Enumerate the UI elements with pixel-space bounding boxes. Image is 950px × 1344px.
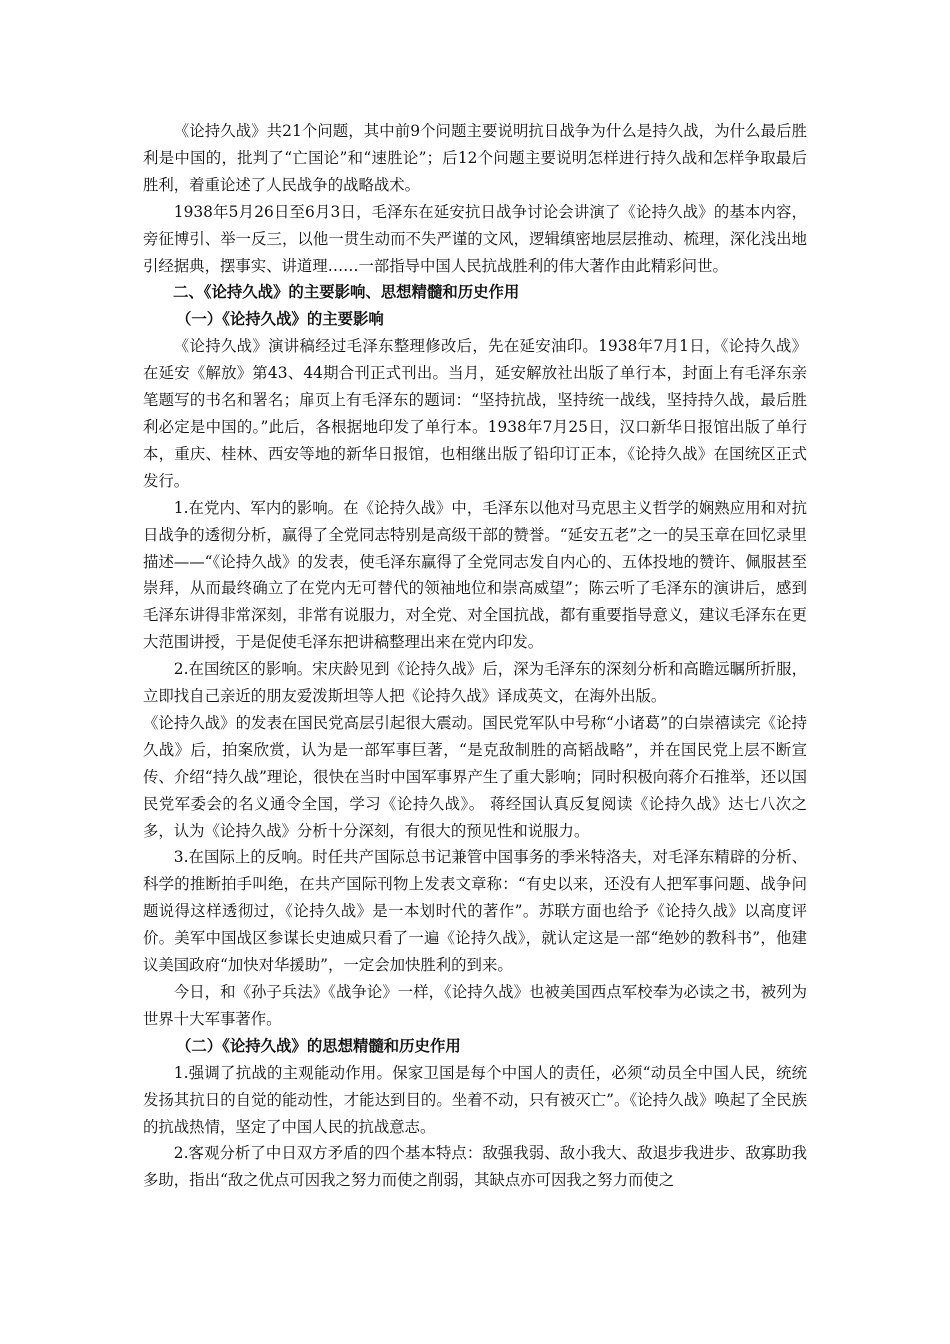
paragraph-subjective-initiative: 1.强调了抗战的主观能动作用。保家卫国是每个中国人的责任，必须“动员全中国人民，统统发扬其抗日的自觉的能动性，才能达到目的。坐着不动，只有被灭亡”。《论持久战》唤起了全民族的抗战热情，坚定了中国人民的抗战意志。	[143, 1063, 807, 1136]
paragraph-west-point: 今日，和《孙子兵法》《战争论》一样，《论持久战》也被美国西点军校奉为必读之书，被列为世界十大军事著作。	[143, 983, 807, 1028]
paragraph-four-characteristics: 2.客观分析了中日双方矛盾的四个基本特点：敌强我弱、敌小我大、敌退步我进步、敌寡助我多助，指出“敌之优点可因我之努力而使之削弱，其缺点亦可因我之努力而使之	[143, 1144, 807, 1190]
paragraph-international-response: 3.在国际上的反响。时任共产国际总书记兼管中国事务的季米特洛夫，对毛泽东精辟的分析、科学的推断拍手叫绝，在共产国际刊物上发表文章称：“有史以来，还没有人把军事问题、战争问题说得这样透彻过，《论持久战》是一本划时代的著作”。苏联方面也给予《论持久战》以高度评价。美军中国战区参谋长史迪威只看了一遍《论持久战》，就认定这是一部“绝妙的教科书”，他建议美国政府“加快对华援助”，一定会加快胜利的到来。	[143, 848, 807, 975]
subsection-heading-1: （一）《论持久战》的主要影响	[176, 310, 384, 329]
paragraph-kmt-area-influence: 2.在国统区的影响。宋庆龄见到《论持久战》后，深为毛泽东的深刻分析和高瞻远瞩所折服，立即找自己亲近的朋友爱泼斯坦等人把《论持久战》译成英文，在海外出版。	[143, 660, 807, 706]
section-heading-2: 二、《论持久战》的主要影响、思想精髓和历史作用	[173, 283, 520, 302]
paragraph-overview: 《论持久战》共21个问题，其中前9个问题主要说明抗日战争为什么是持久战，为什么最后胜利是中国的，批判了“亡国论”和“速胜论”；后12个问题主要说明怎样进行持久战和怎样争取最后胜利，着重论述了人民战争的战略战术。	[143, 122, 807, 194]
paragraph-lecture-1938: 1938年5月26日至6月3日，毛泽东在延安抗日战争讨论会讲演了《论持久战》的基本内容，旁征博引、举一反三，以他一贯生动而不失严谨的文风，逻辑缜密地层层推动、梳理，深化浅出地引经据典，摆事实、讲道理……一部指导中国人民抗战胜利的伟大著作由此精彩问世。	[143, 202, 807, 275]
paragraph-publication: 《论持久战》演讲稿经过毛泽东整理修改后，先在延安油印。1938年7月1日，《论持久战》在延安《解放》第43、44期合刊正式刊出。当月，延安解放社出版了单行本，封面上有毛泽东亲笔题写的书名和署名；扉页上有毛泽东的题词：“坚持抗战，坚持统一战线，坚持持久战，最后胜利必定是中国的。”此后，各根据地印发了单行本。1938年7月25日，汉口新华日报馆出版了单行本，重庆、桂林、西安等地的新华日报馆，也相继出版了铅印订正本，《论持久战》在国统区正式发行。	[143, 337, 807, 490]
paragraph-kmt-reaction: 《论持久战》的发表在国民党高层引起很大震动。国民党军队中号称“小诸葛”的白崇禧读完《论持久战》后，拍案欣赏，认为是一部军事巨著，“是克敌制胜的高韬战略”，并在国民党上层不断宣传、介绍“持久战”理论，很快在当时中国军事界产生了重大影响；同时积极向蒋介石推举，还以国民党军委会的名义通令全国，学习《论持久战》。 蒋经国认真反复阅读《论持久战》达七八次之多，认为《论持久战》分析十分深刻，有很大的预见性和说服力。	[143, 713, 807, 840]
subsection-heading-2: （二）《论持久战》的思想精髓和历史作用	[176, 1036, 461, 1055]
paragraph-party-influence: 1.在党内、军内的影响。在《论持久战》中，毛泽东以他对马克思主义哲学的娴熟应用和对抗日战争的透彻分析，赢得了全党同志特别是高级干部的赞誉。“延安五老”之一的吴玉章在回忆录里描述——“《论持久战》的发表，使毛泽东赢得了全党同志发自内心的、五体投地的赞许、佩服甚至崇拜，从而最终确立了在党内无可替代的领袖地位和崇高威望”；陈云听了毛泽东的演讲后，感到毛泽东讲得非常深刻，非常有说服力，对全党、对全国抗战，都有重要指导意义，建议毛泽东在更大范围讲授，于是促使毛泽东把讲稿整理出来在党内印发。	[143, 498, 807, 652]
document-page	[143, 118, 807, 1194]
